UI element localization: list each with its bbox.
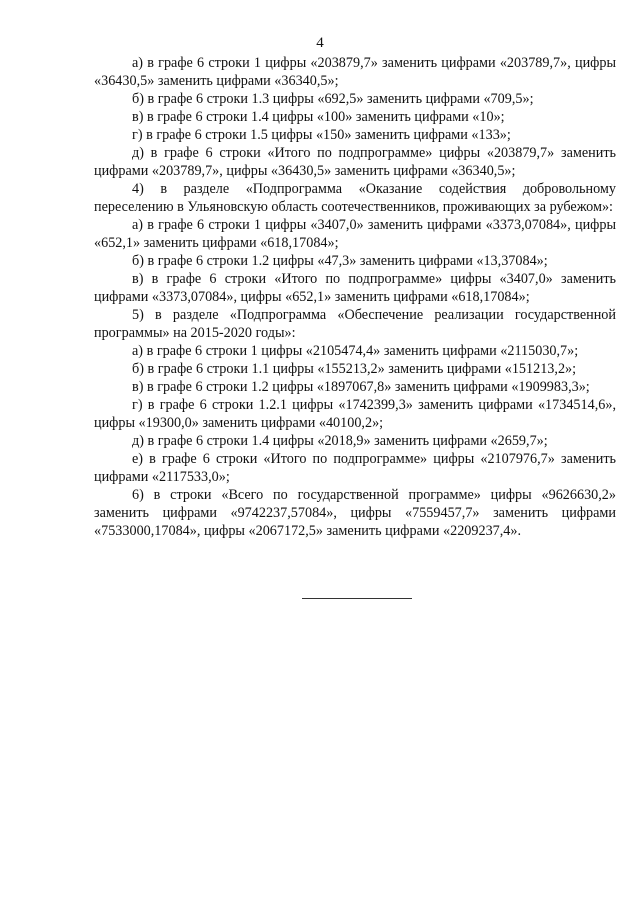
paragraph: д) в графе 6 строки 1.4 цифры «2018,9» заменить цифрами «2659,7»; [132,433,548,449]
paragraph: а) в графе 6 строки 1 цифры «203879,7» заменить цифрами «203789,7», цифры «36430,5» заменить цифрами «36340,5»; [94,55,616,89]
paragraph: е) в графе 6 строки «Итого по подпрограмме» цифры «2107976,7» заменить цифрами «2117533,0»; [94,451,616,485]
paragraph: в) в графе 6 строки «Итого по подпрограмме» цифры «3407,0» заменить цифрами «3373,07084», цифры «652,1» заменить цифрами «618,17084»; [94,271,616,305]
end-divider-line [302,598,412,599]
paragraph: 4) в разделе «Подпрограмма «Оказание содействия добровольному переселению в Ульяновскую область соотечественников, проживающих за рубежом»: [94,181,616,215]
paragraph: а) в графе 6 строки 1 цифры «2105474,4» заменить цифрами «2115030,7»; [132,343,579,359]
paragraph: в) в графе 6 строки 1.4 цифры «100» заменить цифрами «10»; [132,109,505,125]
paragraph: г) в графе 6 строки 1.2.1 цифры «1742399,3» заменить цифрами «1734514,6», цифры «19300,0» заменить цифрами «40100,2»; [94,397,616,431]
paragraph: б) в графе 6 строки 1.2 цифры «47,3» заменить цифрами «13,37084»; [132,253,548,269]
paragraph: а) в графе 6 строки 1 цифры «3407,0» заменить цифрами «3373,07084», цифры «652,1» заменить цифрами «618,17084»; [94,217,616,251]
page-number: 4 [316,35,324,51]
paragraph: 5) в разделе «Подпрограмма «Обеспечение реализации государственной программы» на 2015-2020 годы»: [94,307,616,341]
document-body [94,54,616,540]
paragraph: 6) в строки «Всего по государственной программе» цифры «9626630,2» заменить цифрами «9742237,57084», цифры «7559457,7» заменить цифрами «7533000,17084», цифры «2067172,5» заменить цифрами «2209237,4». [94,487,616,539]
paragraph: в) в графе 6 строки 1.2 цифры «1897067,8» заменить цифрами «1909983,3»; [132,379,590,395]
paragraph: б) в графе 6 строки 1.1 цифры «155213,2» заменить цифрами «151213,2»; [132,361,577,377]
paragraph: б) в графе 6 строки 1.3 цифры «692,5» заменить цифрами «709,5»; [132,91,534,107]
paragraph: д) в графе 6 строки «Итого по подпрограмме» цифры «203879,7» заменить цифрами «203789,7», цифры «36430,5» заменить цифрами «36340,5»; [94,145,616,179]
paragraph: г) в графе 6 строки 1.5 цифры «150» заменить цифрами «133»; [132,127,511,143]
